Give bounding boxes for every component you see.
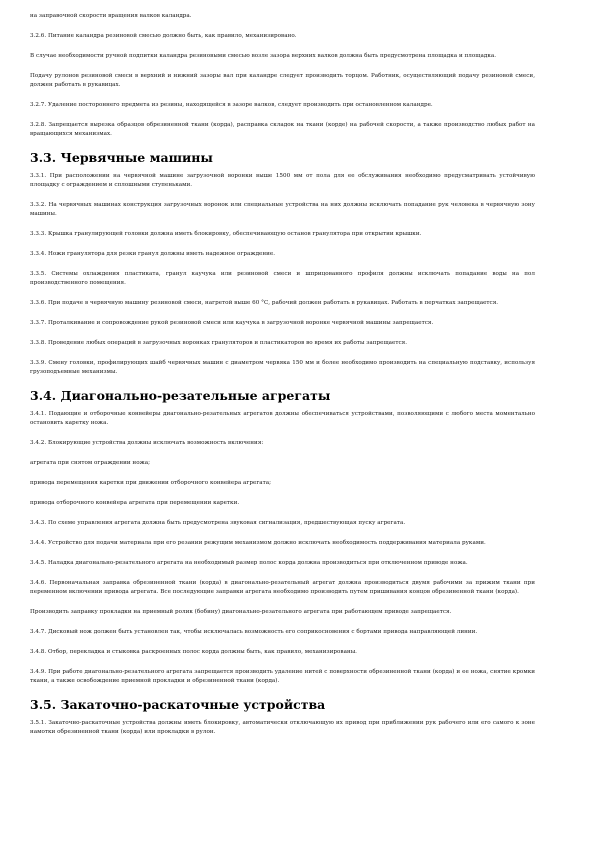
paragraph: 3.3.8. Проведение любых операций в загрузочных воронках грануляторов и пластикаторов во время их работы запрещается. bbox=[30, 340, 408, 346]
paragraph: Подачу рулонов резиновой смеси в верхний и нижний зазоры вал при каландре следует производить торцом. Работник, осуществляющий подачу резиновой смеси, должен работать в рукавицах. bbox=[30, 73, 535, 88]
paragraph: 3.4.3. По схеме управления агрегата должна быть предусмотрена звуковая сигнализация, предшествующая пуску агрегата. bbox=[30, 520, 406, 526]
paragraph: Производить заправку прокладки на приемный ролик (бобину) диагонально-резательного агрегата при работающем приводе запрещается. bbox=[30, 609, 452, 615]
paragraph: агрегата при снятом ограждении ножа; bbox=[30, 460, 151, 466]
paragraph: 3.2.7. Удаление постороннего предмета из резины, находящейся в зазоре валков, следует производить при остановленном каландре. bbox=[30, 102, 433, 108]
section-heading-3-3: 3.3. Червячные машины bbox=[30, 150, 213, 165]
paragraph: 3.4.8. Отбор, перекладка и стыковка раскроенных полос корда должны быть, как правило, механизированы. bbox=[30, 649, 357, 655]
paragraph: 3.3.3. Крышка гранулирующей головки должна иметь блокировку, обеспечивающую останов гранулятора при открытии крышки. bbox=[30, 231, 422, 237]
paragraph: 3.3.1. При расположении на червячной машине загрузочной воронки выше 1500 мм от пола для ее обслуживания необходимо предусматривать устойчивую площадку с ограждением и сплошными ступеньками. bbox=[30, 173, 535, 188]
section-a bbox=[30, 12, 535, 139]
paragraph: 3.4.2. Блокирующие устройства должны исключать возможность включения: bbox=[30, 440, 264, 446]
paragraph: 3.3.9. Смену головки, профилирующих шайб червячных машин с диаметром червяка 150 мм и более необходимо производить на специальную подставку, используя грузоподъемные механизмы. bbox=[30, 360, 535, 375]
paragraph: 3.3.2. На червячных машинах конструкция загрузочных воронок или специальные устройства на них должны исключать попадание рук человека в червячную зону машины. bbox=[30, 202, 535, 217]
paragraph: привода перемещения каретки при движении отборочного конвейера агрегата; bbox=[30, 480, 272, 486]
paragraph: 3.4.5. Наладка диагонально-резательного агрегата на необходимый размер полос корда должна производиться при отключенном приводе ножа. bbox=[30, 560, 468, 566]
paragraph: В случае необходимости ручной подпитки каландра резиновыми смесью возле зазора верхних валков должна быть предусмотрена площадка и площадка. bbox=[30, 53, 497, 59]
section-heading-3-4: 3.4. Диагонально-резательные агрегаты bbox=[30, 388, 331, 403]
section-b bbox=[30, 172, 535, 377]
paragraph: 3.4.6. Первоначальная заправка обрезиненной ткани (корда) в диагонально-резательный агрегат должна производиться двумя рабочими за прижим ткани при переменном включении привода агрегата. Все последующие заправки агрегата необходимо производить путем пришивания концов обрезиненной ткани (корда). bbox=[30, 580, 535, 595]
paragraph: 3.4.9. При работе диагонально-резательного агрегата запрещается производить удаление нитей с поверхности обрезиненной ткани (корда) и ее ножа, снятие кромки ткани, а также освобождение приемной прокладки и обрезиненной ткани (корда). bbox=[30, 669, 535, 684]
section-d bbox=[30, 719, 535, 737]
paragraph: 3.2.8. Запрещается вырезка образцов обрезиненной ткани (корда), расправка складок на ткани (корде) на рабочей скорости, а также производство любых работ на вращающихся механизмах. bbox=[30, 122, 535, 137]
paragraph: 3.4.7. Дисковый нож должен быть установлен так, чтобы исключалась возможность его соприкосновения с бортами привода направляющей линии. bbox=[30, 629, 478, 635]
paragraph: 3.5.1. Закаточно-раскаточные устройства должны иметь блокировку, автоматически отключающую их привод при приближении рук рабочего или его самого к зоне намотки обрезиненной ткани (корда) или прокладки в рулон. bbox=[30, 720, 535, 735]
paragraph: 3.4.1. Подающие и отборочные конвейеры диагонально-резательных агрегатов должны обеспечиваться устройствами, позволяющими с любого места моментально остановить каретку ножа. bbox=[30, 411, 535, 426]
paragraph: 3.3.4. Ножи гранулятора для резки гранул должны иметь надежное ограждение. bbox=[30, 251, 276, 257]
paragraph: 3.3.7. Проталкивание и сопровождение рукой резиновой смеси или каучука в загрузочной воронке червячной машины запрещается. bbox=[30, 320, 434, 326]
paragraph: 3.4.4. Устройство для подачи материала при его резании режущим механизмом должно исключать необходимость поддерживания материала руками. bbox=[30, 540, 486, 546]
paragraph: 3.2.6. Питание каландра резиновой смесью должно быть, как правило, механизировано. bbox=[30, 33, 297, 39]
paragraph: на заправочной скорости вращения валков каландра. bbox=[30, 13, 192, 19]
paragraph: 3.3.6. При подаче в червячную машину резиновой смеси, нагретой выше 60 °С, рабочий должен работать в рукавицах. Работать в перчатках запрещается. bbox=[30, 300, 499, 306]
section-heading-3-5: 3.5. Закаточно-раскаточные устройства bbox=[30, 697, 326, 712]
paragraph: привода отборочного конвейера агрегата при перемещении каретки. bbox=[30, 500, 240, 506]
section-c bbox=[30, 410, 535, 686]
paragraph: 3.3.5. Системы охлаждения пластиката, гранул каучука или резиновой смеси и шприцованного профиля должны исключать попадание воды на пол производственного помещения. bbox=[30, 271, 535, 286]
